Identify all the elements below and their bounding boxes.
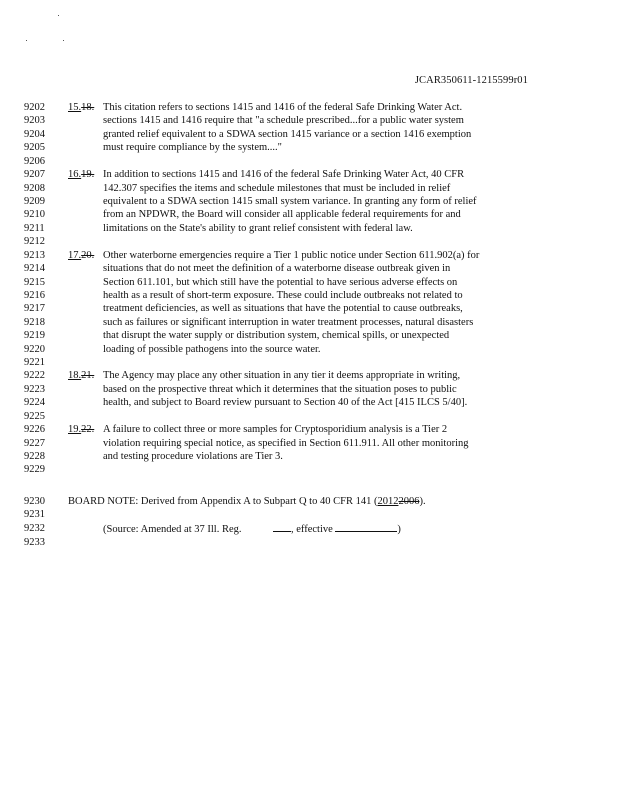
line-text: loading of possible pathogens into the source water. xyxy=(103,343,321,355)
line-text: 142.307 specifies the items and schedule milestones that must be included in relief xyxy=(103,182,451,194)
line-number: 9209 xyxy=(24,195,45,207)
blank-line xyxy=(0,410,619,423)
line-text: This citation refers to sections 1415 and 1416 of the federal Safe Drinking Water Act. xyxy=(103,102,463,113)
blank-line xyxy=(0,536,619,549)
line-number: 9205 xyxy=(24,142,45,154)
inserted-text: 2012 xyxy=(377,496,399,507)
deleted-text: 2006 xyxy=(398,496,420,507)
line-number: 9207 xyxy=(24,169,45,181)
line-text: A failure to collect three or more samples for Cryptosporidium analysis is a Tier 2 xyxy=(103,424,448,436)
line-number: 9210 xyxy=(24,209,45,221)
document-line xyxy=(0,195,619,208)
document-line xyxy=(0,369,619,382)
inserted-item-number: 17. xyxy=(68,249,82,261)
line-number: 9219 xyxy=(24,330,45,342)
document-line xyxy=(0,114,619,127)
document-line xyxy=(0,168,619,181)
line-text: must require compliance by the system...." xyxy=(103,142,282,154)
document-line xyxy=(0,316,619,329)
deleted-item-number: 21. xyxy=(81,370,95,382)
line-number: 9208 xyxy=(24,182,45,194)
line-text: from an NPDWR, the Board will consider all applicable federal requirements for and xyxy=(103,209,461,221)
line-number: 9206 xyxy=(24,155,45,167)
line-number: 9229 xyxy=(24,464,45,476)
line-number: 9226 xyxy=(24,424,45,436)
board-note-line xyxy=(0,495,619,508)
line-text: granted relief equivalent to a SDWA section 1415 variance or a section 1416 exemption xyxy=(103,128,472,140)
inserted-item-number: 16. xyxy=(68,169,82,181)
line-text: based on the prospective threat which it determines that the situation poses to public xyxy=(103,383,457,395)
line-number: 9231 xyxy=(24,509,45,520)
item-number xyxy=(68,369,94,382)
line-number: 9230 xyxy=(24,496,45,507)
line-text: health, and subject to Board review pursuant to Section 40 of the Act [415 ILCS 5/40]. xyxy=(103,397,468,409)
document-line xyxy=(0,141,619,154)
document-line xyxy=(0,437,619,450)
document-line xyxy=(0,396,619,409)
line-number: 9202 xyxy=(24,102,45,113)
source-text: (Source: Amended at 37 Ill. Reg. , effective ) xyxy=(103,524,401,535)
line-number: 9224 xyxy=(24,397,45,409)
inserted-item-number: 19. xyxy=(68,424,82,436)
deleted-item-number: 22. xyxy=(81,424,95,436)
deleted-item-number: 19. xyxy=(81,169,95,181)
effective-date-blank xyxy=(335,522,397,532)
line-number: 9218 xyxy=(24,316,45,328)
line-text: treatment deficiencies, as well as situations that have the potential to cause outbreaks, xyxy=(103,303,463,315)
document-line xyxy=(0,383,619,396)
line-text: health as a result of short-term exposure. These could include outbreaks not related to xyxy=(103,289,463,301)
line-number: 9204 xyxy=(24,128,45,140)
board-note-text: BOARD NOTE: Derived from Appendix A to Subpart Q to 40 CFR 141 (20122006). xyxy=(68,496,426,507)
line-text: The Agency may place any other situation in any tier it deems appropriate in writing, xyxy=(103,370,461,382)
document-line xyxy=(0,343,619,356)
document-line xyxy=(0,182,619,195)
line-text: that disrupt the water supply or distribution system, chemical spills, or unexpected xyxy=(103,330,450,342)
blank-line xyxy=(0,155,619,168)
blank-line xyxy=(0,356,619,369)
line-text: violation requiring special notice, as specified in Section 611.911. All other monitoring xyxy=(103,437,469,449)
document-line xyxy=(0,289,619,302)
document-line xyxy=(0,208,619,221)
blank-line xyxy=(0,463,619,476)
document-line xyxy=(0,222,619,235)
document-line xyxy=(0,329,619,342)
line-number: 9216 xyxy=(24,289,45,301)
item-number xyxy=(68,423,94,436)
line-text: Other waterborne emergencies require a Tier 1 public notice under Section 611.902(a) for xyxy=(103,249,480,261)
line-text: such as failures or significant interruption in water treatment processes, natural disasters xyxy=(103,316,474,328)
item-number xyxy=(68,249,94,262)
inserted-item-number: 18. xyxy=(68,370,82,382)
line-text: situations that do not meet the definition of a waterborne disease outbreak given in xyxy=(103,263,451,274)
line-number: 9233 xyxy=(24,537,45,548)
deleted-item-number: 18. xyxy=(81,102,95,113)
line-number: 9232 xyxy=(24,523,45,534)
item-number xyxy=(68,101,94,114)
blank-line xyxy=(0,235,619,248)
scan-speck xyxy=(58,15,59,16)
document-line xyxy=(0,450,619,463)
document-id: JCAR350611-1215599r01 xyxy=(414,75,528,86)
line-number: 9221 xyxy=(24,357,45,368)
line-number: 9215 xyxy=(24,276,45,288)
line-number: 9222 xyxy=(24,370,45,382)
line-number: 9225 xyxy=(24,410,45,422)
register-page-blank xyxy=(273,522,291,532)
line-number: 9212 xyxy=(24,236,45,248)
scan-speck xyxy=(26,40,27,41)
line-number: 9227 xyxy=(24,437,45,449)
document-line xyxy=(0,302,619,315)
source-line xyxy=(0,522,619,535)
line-number: 9203 xyxy=(24,115,45,127)
line-text: limitations on the State's ability to grant relief consistent with federal law. xyxy=(103,222,413,234)
line-number: 9228 xyxy=(24,450,45,462)
line-text: equivalent to a SDWA section 1415 small system variance. In granting any form of relief xyxy=(103,195,477,207)
inserted-item-number: 15. xyxy=(68,102,82,113)
document-line xyxy=(0,101,619,114)
line-text: Section 611.101, but which still have the potential to have serious adverse effects on xyxy=(103,276,458,288)
scan-speck xyxy=(63,40,64,41)
blank-line xyxy=(0,508,619,521)
line-number: 9217 xyxy=(24,303,45,315)
document-line xyxy=(0,249,619,262)
document-line xyxy=(0,262,619,275)
line-number: 9213 xyxy=(24,249,45,261)
document-line xyxy=(0,128,619,141)
line-number: 9223 xyxy=(24,383,45,395)
document-line xyxy=(0,276,619,289)
line-text: In addition to sections 1415 and 1416 of the federal Safe Drinking Water Act, 40 CFR xyxy=(103,169,465,181)
deleted-item-number: 20. xyxy=(81,249,95,261)
line-number: 9220 xyxy=(24,343,45,355)
line-number: 9214 xyxy=(24,263,45,274)
line-text: and testing procedure violations are Tier 3. xyxy=(103,450,283,462)
item-number xyxy=(68,168,94,181)
document-line xyxy=(0,423,619,436)
line-number: 9211 xyxy=(24,222,45,234)
line-text: sections 1415 and 1416 require that "a schedule prescribed...for a public water system xyxy=(103,115,464,127)
